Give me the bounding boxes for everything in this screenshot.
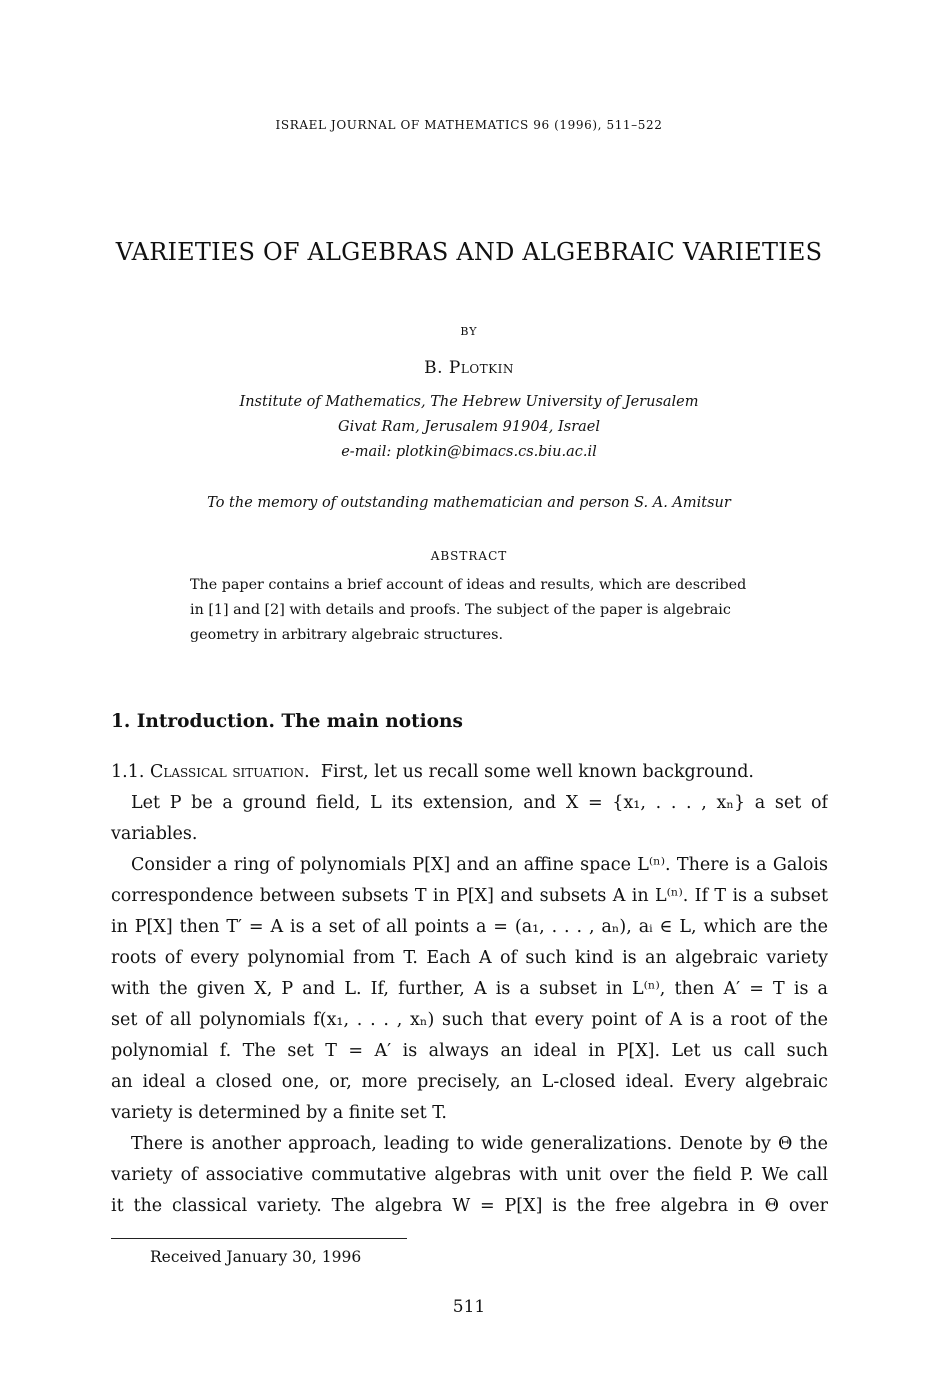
body-line: correspondence between subsets T in P[X] and subsets A in L⁽ⁿ⁾. If T is a subset xyxy=(111,886,828,906)
paper-title: VARIETIES OF ALGEBRAS AND ALGEBRAIC VARIETIES xyxy=(115,238,823,266)
body-line: in P[X] then T′ = A is a set of all points a = (a₁, . . . , aₙ), aᵢ ∈ L, which are the xyxy=(111,917,828,937)
affiliation-address: Givat Ram, Jerusalem 91904, Israel xyxy=(338,419,600,435)
received-date: Received January 30, 1996 xyxy=(150,1248,362,1266)
body-line: an ideal a closed one, or, more precisely, an L-closed ideal. Every algebraic xyxy=(111,1072,828,1092)
body-line: polynomial f. The set T = A′ is always an ideal in P[X]. Let us call such xyxy=(111,1041,828,1061)
abstract-line: geometry in arbitrary algebraic structures. xyxy=(190,627,504,643)
affiliation-email: e-mail: plotkin@bimacs.cs.biu.ac.il xyxy=(341,444,597,460)
body-line: set of all polynomials f(x₁, . . . , xₙ) such that every point of A is a root of the xyxy=(111,1010,828,1030)
body-line: Let P be a ground field, L its extension, and X = {x₁, . . . , xₙ} a set of xyxy=(131,793,828,813)
section-heading: 1. Introduction. The main notions xyxy=(111,711,463,732)
body-line: variety is determined by a finite set T. xyxy=(111,1103,447,1123)
body-line: it the classical variety. The algebra W = P[X] is the free algebra in Θ over xyxy=(111,1196,828,1216)
abstract-heading: ABSTRACT xyxy=(430,549,508,563)
affiliation-institute: Institute of Mathematics, The Hebrew University of Jerusalem xyxy=(239,394,699,410)
abstract-line: in [1] and [2] with details and proofs. The subject of the paper is algebraic xyxy=(190,602,731,618)
body-line: roots of every polynomial from T. Each A of such kind is an algebraic variety xyxy=(111,948,828,968)
body-line: variables. xyxy=(111,824,198,844)
body-line-text: First, let us recall some well known background. xyxy=(320,762,754,782)
body-line: Consider a ring of polynomials P[X] and an affine space L⁽ⁿ⁾. There is a Galois xyxy=(131,855,828,875)
journal-header: ISRAEL JOURNAL OF MATHEMATICS 96 (1996), 511–522 xyxy=(275,118,663,132)
body-line: variety of associative commutative algebras with unit over the field P. We call xyxy=(111,1165,828,1185)
abstract-body xyxy=(190,573,755,648)
abstract-line: The paper contains a brief account of ideas and results, which are described xyxy=(190,577,747,593)
body-line: There is another approach, leading to wide generalizations. Denote by Θ the xyxy=(131,1134,828,1154)
by-label: BY xyxy=(460,325,478,338)
author-name: B. Plotkin xyxy=(424,358,514,378)
body-line: with the given X, P and L. If, further, A is a subset in L⁽ⁿ⁾, then A′ = T is a xyxy=(111,979,828,999)
dedication: To the memory of outstanding mathematician and person S. A. Amitsur xyxy=(207,495,731,511)
footnote-rule xyxy=(111,1238,407,1239)
body-line xyxy=(111,757,828,788)
subsection-label: 1.1. Classical situation. xyxy=(111,762,310,782)
page-number: 511 xyxy=(452,1297,486,1317)
section-body xyxy=(111,757,828,1222)
